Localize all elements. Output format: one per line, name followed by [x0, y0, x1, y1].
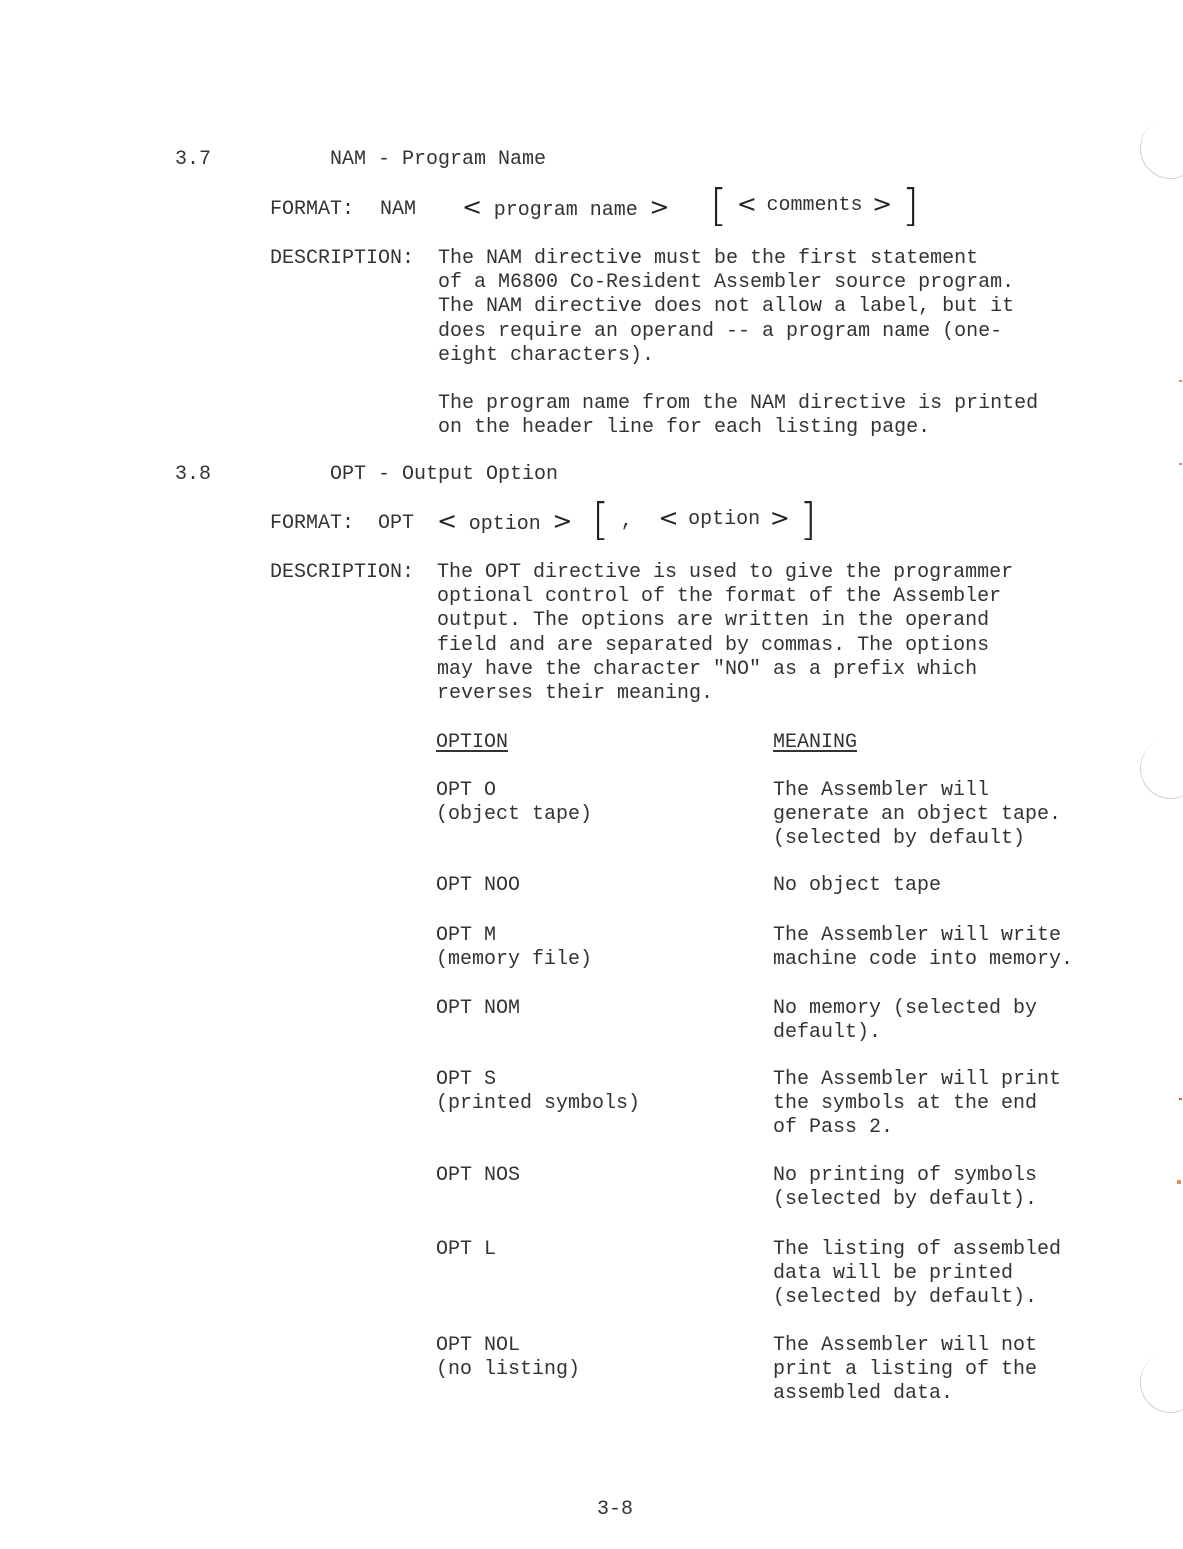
text-line: of a M6800 Co-Resident Assembler source program. — [438, 271, 1015, 295]
text-line: field and are separated by commas. The options — [437, 633, 990, 657]
description-label: DESCRIPTION: — [270, 561, 415, 584]
right-angle-icon: > — [552, 507, 573, 535]
description-paragraph — [438, 247, 1014, 368]
left-bracket-icon: [ — [592, 494, 610, 545]
right-bracket-icon: ] — [799, 494, 817, 545]
format-optional — [710, 180, 920, 231]
text-line: No object tape — [773, 874, 942, 897]
option-code: OPT O — [436, 779, 497, 802]
right-bracket-icon: ] — [901, 180, 920, 231]
option-cell — [436, 779, 592, 827]
text-line: (selected by default). — [773, 1188, 1038, 1212]
text-line: default). — [773, 1021, 882, 1045]
text-line: (selected by default) — [773, 827, 1026, 851]
text-line: The program name from the NAM directive is printed — [438, 392, 1039, 415]
text-line: does require an operand -- a program name (one- — [438, 319, 1003, 343]
option-note: (object tape) — [436, 803, 593, 827]
format-operand — [437, 507, 572, 537]
text-line: of Pass 2. — [773, 1116, 894, 1140]
left-angle-icon: < — [658, 504, 679, 532]
left-angle-icon: < — [462, 193, 483, 221]
text-line: (selected by default). — [773, 1286, 1038, 1310]
text-line: The NAM directive does not allow a label, but it — [438, 295, 1015, 319]
option-cell — [436, 997, 520, 1021]
format-optional-text: option — [688, 508, 761, 531]
section-number: 3.7 — [175, 148, 212, 171]
options-header-option: OPTION — [436, 731, 509, 754]
binder-hole-icon — [1131, 1343, 1183, 1421]
text-line: The Assembler will — [773, 779, 990, 802]
text-line: assembled data. — [773, 1382, 954, 1406]
meaning-cell — [773, 874, 941, 898]
description-paragraph — [438, 392, 1038, 440]
text-line: machine code into memory. — [773, 948, 1074, 972]
text-line: may have the character "NO" as a prefix which — [437, 657, 978, 681]
text-line: The OPT directive is used to give the programmer — [437, 561, 1014, 584]
text-line: The NAM directive must be the first statement — [438, 247, 979, 270]
binder-hole-icon — [1131, 729, 1183, 807]
meaning-cell — [773, 997, 1037, 1045]
option-cell — [436, 1164, 520, 1188]
option-note: (memory file) — [436, 948, 593, 972]
format-optional-text: comments — [766, 194, 863, 217]
option-code: OPT M — [436, 924, 497, 947]
left-angle-icon: < — [437, 507, 458, 535]
meaning-cell — [773, 1164, 1037, 1212]
text-line: print a listing of the — [773, 1358, 1038, 1382]
option-code: OPT NOS — [436, 1164, 521, 1187]
text-line: generate an object tape. — [773, 803, 1062, 827]
option-cell — [436, 874, 520, 898]
options-header-meaning: MEANING — [773, 731, 858, 754]
text-line: The Assembler will not — [773, 1334, 1038, 1357]
option-cell — [436, 924, 592, 972]
binder-hole-icon — [1131, 109, 1183, 187]
left-bracket-icon: [ — [710, 180, 728, 231]
option-note: (no listing) — [436, 1358, 581, 1382]
text-line: data will be printed — [773, 1262, 1014, 1286]
text-line: the symbols at the end — [773, 1092, 1038, 1116]
option-code: OPT L — [436, 1238, 497, 1261]
format-operand-text: option — [468, 513, 541, 536]
section-title: NAM - Program Name — [330, 148, 547, 171]
text-line: optional control of the format of the Assembler — [437, 585, 1002, 609]
format-operand — [462, 193, 669, 223]
text-line: The Assembler will print — [773, 1068, 1062, 1091]
description-paragraph — [437, 561, 1013, 706]
paper-mark-icon — [1179, 1098, 1182, 1100]
text-line: output. The options are written in the operand — [437, 609, 990, 633]
paper-mark-icon — [1177, 1180, 1181, 1184]
meaning-cell — [773, 924, 1073, 972]
right-angle-icon: > — [649, 193, 670, 221]
page-number: 3-8 — [597, 1498, 634, 1521]
meaning-cell — [773, 1068, 1061, 1141]
meaning-cell — [773, 779, 1061, 852]
text-line: No printing of symbols — [773, 1164, 1038, 1187]
option-cell — [436, 1334, 580, 1382]
paper-mark-icon — [1179, 380, 1182, 382]
text-line: No memory (selected by — [773, 997, 1038, 1020]
section-number: 3.8 — [175, 463, 212, 486]
text-line: The listing of assembled — [773, 1238, 1062, 1261]
format-optional — [592, 494, 817, 545]
format-label: FORMAT: — [270, 198, 355, 221]
option-code: OPT NOL — [436, 1334, 521, 1357]
text-line: on the header line for each listing page. — [438, 416, 931, 440]
text-line: reverses their meaning. — [437, 682, 714, 706]
format-keyword: NAM — [380, 198, 417, 221]
description-label: DESCRIPTION: — [270, 247, 415, 270]
option-code: OPT NOM — [436, 997, 521, 1020]
separator-comma: , — [620, 510, 633, 533]
left-angle-icon: < — [736, 190, 757, 218]
meaning-cell — [773, 1334, 1037, 1407]
option-note: (printed symbols) — [436, 1092, 641, 1116]
section-title: OPT - Output Option — [330, 463, 559, 486]
meaning-cell — [773, 1238, 1061, 1311]
format-keyword: OPT — [378, 512, 415, 535]
option-cell — [436, 1238, 496, 1262]
text-line: The Assembler will write — [773, 924, 1062, 947]
right-angle-icon: > — [872, 190, 893, 218]
option-code: OPT S — [436, 1068, 497, 1091]
option-cell — [436, 1068, 640, 1116]
format-operand-text: program name — [493, 199, 638, 222]
paper-mark-icon — [1179, 463, 1182, 465]
text-line: eight characters). — [438, 343, 655, 367]
option-code: OPT NOO — [436, 874, 521, 897]
format-label: FORMAT: — [270, 512, 355, 535]
right-angle-icon: > — [769, 504, 790, 532]
